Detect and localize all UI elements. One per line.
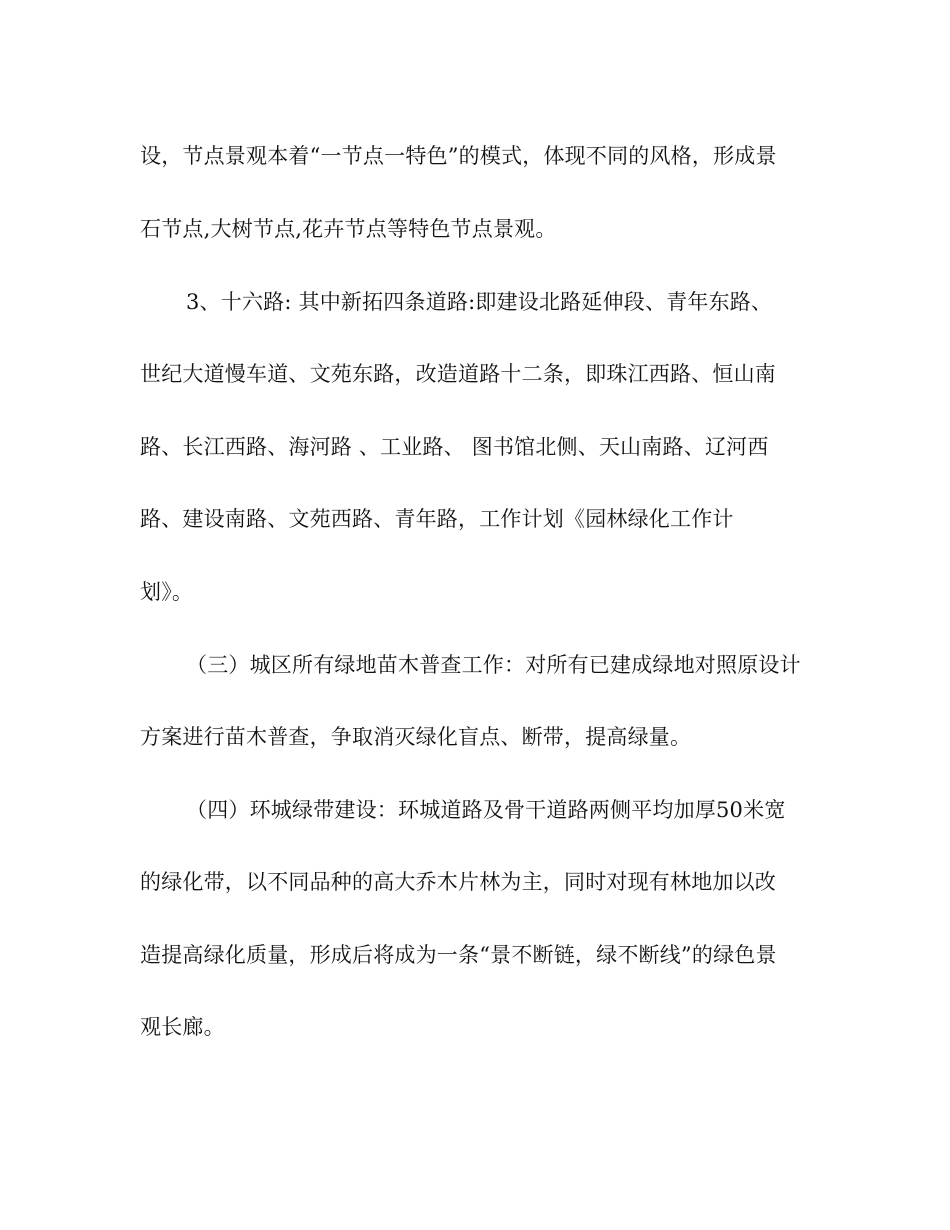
text-line: 划》。 xyxy=(140,580,194,604)
text-line: 路、建设南路、文苑西路、青年路，工作计划《园林绿化工作计 xyxy=(140,507,734,531)
text-line: 石节点,大树节点,花卉节点等特色节点景观。 xyxy=(140,217,557,241)
text-line: 设，节点景观本着“一节点一特色”的模式，体现不同的风格，形成景 xyxy=(140,144,777,168)
text-line: 方案进行苗木普查，争取消灭绿化盲点、断带，提高绿量。 xyxy=(140,725,692,749)
paragraph-start-line: （三）城区所有绿地苗木普查工作：对所有已建成绿地对照原设计 xyxy=(186,653,801,677)
text-line: 世纪大道慢车道、文苑东路，改造道路十二条，即珠江西路、恒山南 xyxy=(140,362,776,386)
paragraph-start-line: 3、十六路: 其中新拓四条道路:即建设北路延伸段、青年东路、 xyxy=(186,290,773,314)
paragraph-start-line: （四）环城绿带建设：环城道路及骨干道路两侧平均加厚50米宽 xyxy=(186,798,786,822)
text-line: 的绿化带，以不同品种的高大乔木片林为主，同时对现有林地加以改 xyxy=(140,870,776,894)
text-line: 路、长江西路、海河路 、工业路、 图书馆北侧、天山南路、辽河西 xyxy=(140,435,769,459)
text-line: 观长廊。 xyxy=(140,1015,225,1039)
text-line: 造提高绿化质量，形成后将成为一条“景不断链，绿不断线”的绿色景 xyxy=(140,943,777,967)
